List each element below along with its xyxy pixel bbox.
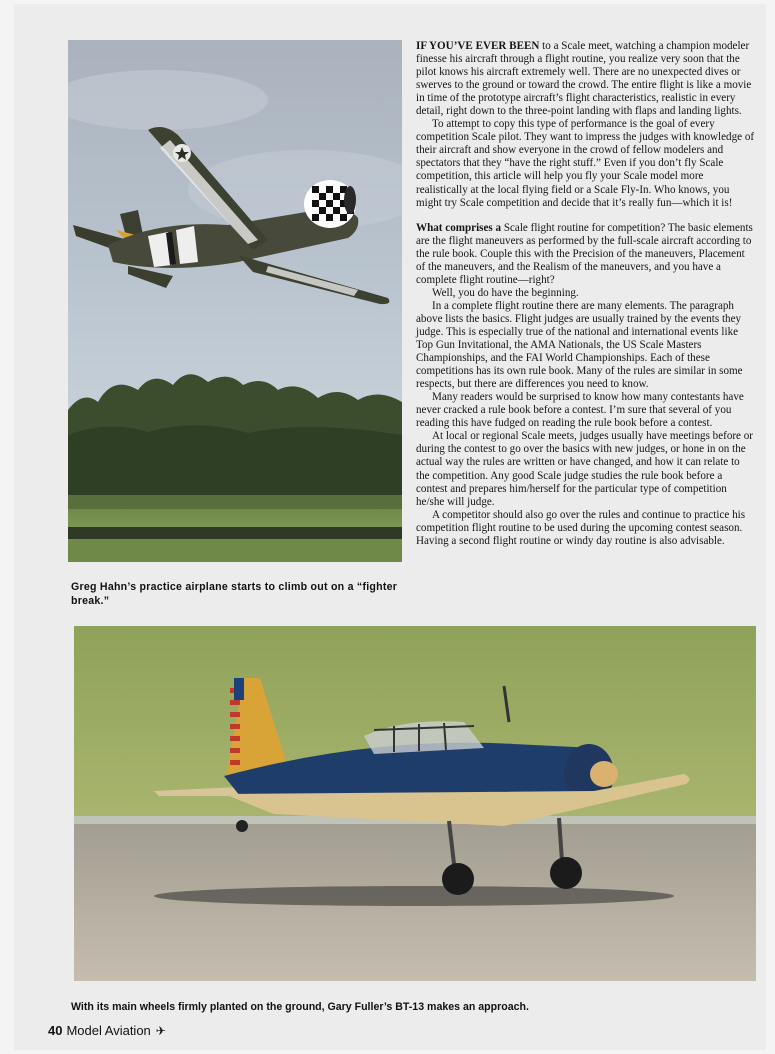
run-in-heading: What comprises a [416, 221, 502, 234]
paragraph: At local or regional Scale meets, judges usually have meetings before or during the contest to go over the basics with new judges, or hone in on the actual way the rules are written or have changed, and how it can relate to the competition. Any good Scale judge studies the rule book before a contest and prepares him/herself for the particular type of competition he/she will judge. [416, 430, 753, 508]
paragraph: Many readers would be surprised to know how many contestants have never cracked a rule book before a contest. I’m sure that several of you reading this have fudged on reading the rule book before a contest. [416, 391, 744, 430]
p47-photo-illustration [68, 40, 402, 562]
paragraph-text: Scale flight routine for competition? The basic elements are the flight maneuvers as performed by the full-scale aircraft according to the rule book. Couple this with the Precision of the maneuvers, Placement of the maneuvers, and the Realism of the maneuvers, and you have a complete flight routine—right? [416, 221, 753, 286]
photo-caption-bottom: With its main wheels firmly planted on the ground, Gary Fuller’s BT-13 makes an approach. [71, 1001, 529, 1013]
page-footer [48, 1023, 166, 1038]
paragraph: To attempt to copy this type of performance is the goal of every competition Scale pilot. They want to impress the judges with knowledge of their aircraft and show everyone in the crowd of fellow modelers and spectators that they “have the right stuff.” Even if you don’t fly Scale competition, this article will help you fly your Scale model more realistically at the local flying field or a Scale Fly-In. Who knows, you might try Scale competition and decide that it’s really fun—which it is! [416, 118, 755, 209]
paragraph: In a complete flight routine there are many elements. The paragraph above lists the basics. Flight judges are usually trained by the events they judge. This is especially true of the national and international events like Top Gun Invitational, the AMA Nationals, the US Scale Masters Championships, and the FAI World Championships. Each of these competitions has its own rule book. Many of the rules are similar in some respects, but there are differences you need to know. [416, 299, 743, 391]
magazine-page [14, 4, 766, 1050]
paragraph-text: to a Scale meet, watching a champion modeler finesse his aircraft through a flight routine, you realize very soon that the pilot knows his aircraft extremely well. There are no unexpected dives or swerves to the ground or toward the crowd. The entire flight is like a movie in time of the prototype aircraft’s flight characteristics, realistic in every detail, right down to the three-point landing with flaps and landing lights. [416, 40, 752, 118]
paragraph-intro [416, 40, 756, 118]
page-number: 40 [48, 1023, 63, 1038]
run-in-heading: IF YOU’VE EVER BEEN [416, 40, 540, 52]
photo-bt13-landing [74, 626, 756, 981]
article-body [416, 40, 756, 548]
photo-p47-in-flight [68, 40, 402, 562]
magazine-title: Model Aviation [66, 1023, 151, 1038]
airplane-icon: ✈ [155, 1024, 166, 1038]
paragraph-section-start [416, 222, 756, 287]
photo-caption-top: Greg Hahn’s practice airplane starts to climb out on a “fighter break.” [71, 581, 398, 607]
bt13-photo-illustration [74, 626, 756, 981]
paragraph: A competitor should also go over the rules and continue to practice his competition flight routine to be used during the upcoming contest season. Having a second flight routine or windy day routine is also advisable. [416, 508, 746, 547]
paragraph: Well, you do have the beginning. [432, 286, 579, 299]
